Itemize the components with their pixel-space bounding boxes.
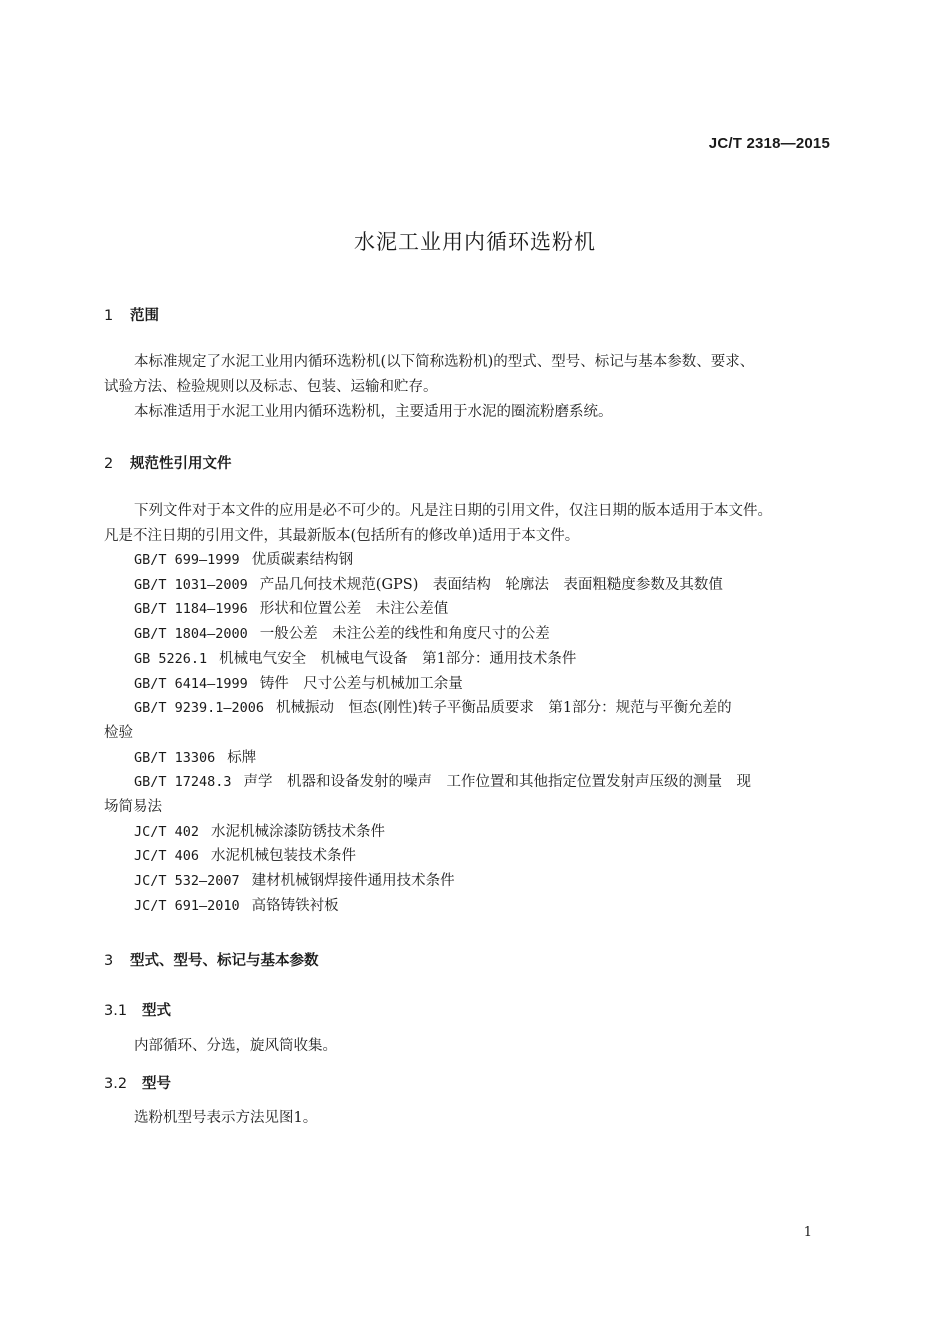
section-1-heading: [104, 304, 159, 325]
section-number: 3.2: [104, 1076, 128, 1092]
reference-item: [104, 770, 828, 819]
section-title: 型号: [142, 1076, 171, 1092]
section-2-heading: [104, 452, 232, 473]
reference-title: 形状和位置公差 未注公差值: [259, 601, 449, 618]
reference-title: 水泥机械涂漆防锈技术条件: [211, 823, 386, 840]
section-number: 1: [104, 308, 114, 324]
section-number: 3: [104, 953, 114, 969]
reference-title: 水泥机械包装技术条件: [211, 848, 357, 865]
section-title: 型式、型号、标记与基本参数: [130, 953, 319, 969]
reference-title: 机械电气安全 机械电气设备 第1部分：通用技术条件: [219, 650, 577, 667]
reference-title: 机械振动 恒态(刚性)转子平衡品质要求 第1部分：规范与平衡允差的: [276, 700, 732, 717]
section-title: 范围: [130, 308, 159, 324]
reference-title: 标牌: [227, 749, 257, 766]
reference-item: [104, 597, 828, 622]
reference-item: [104, 894, 828, 919]
reference-code: GB 5226.1: [134, 650, 208, 667]
section-number: 3.1: [104, 1003, 128, 1019]
reference-code: GB/T 9239.1—2006: [134, 700, 265, 717]
reference-item: [104, 647, 828, 672]
reference-item: [104, 548, 828, 573]
paragraph-line: 选粉机型号表示方法见图1。: [134, 1110, 318, 1126]
section-number: 2: [104, 456, 114, 472]
reference-title: 产品几何技术规范(GPS) 表面结构 轮廓法 表面粗糙度参数及其数值: [259, 576, 723, 593]
standard-number: JC/T 2318—2015: [708, 135, 830, 152]
reference-code: JC/T 691—2010: [134, 897, 240, 914]
reference-title: 声学 机器和设备发射的噪声 工作位置和其他指定位置发射声压级的测量 现: [243, 774, 752, 791]
reference-title: 一般公差 未注公差的线性和角度尺寸的公差: [259, 626, 550, 643]
reference-title: 铸件 尺寸公差与机械加工余量: [259, 675, 463, 692]
section-1-body: [104, 350, 828, 425]
normative-references-list: [104, 548, 828, 919]
reference-title: 高铬铸铁衬板: [251, 897, 339, 914]
section-2-body: [104, 499, 828, 549]
paragraph-line: 凡是不注日期的引用文件，其最新版本(包括所有的修改单)适用于本文件。: [104, 528, 580, 544]
reference-code: JC/T 532—2007: [134, 873, 240, 890]
reference-code: GB/T 17248.3: [134, 774, 232, 791]
reference-item: [104, 746, 828, 771]
document-title: 水泥工业用内循环选粉机: [354, 230, 596, 254]
reference-code: GB/T 6414—1999: [134, 675, 248, 692]
paragraph-line: 本标准适用于水泥工业用内循环选粉机，主要适用于水泥的圈流粉磨系统。: [134, 404, 613, 420]
reference-code: JC/T 402: [134, 823, 200, 840]
paragraph-line: 试验方法、检验规则以及标志、包装、运输和贮存。: [104, 379, 438, 395]
reference-code: JC/T 406: [134, 848, 200, 865]
reference-title: 建材机械钢焊接件通用技术条件: [251, 873, 455, 890]
reference-code: GB/T 699—1999: [134, 552, 240, 568]
paragraph-line: 内部循环、分选，旋风筒收集。: [134, 1038, 337, 1054]
page-number: 1: [803, 1225, 812, 1240]
paragraph-line: 本标准规定了水泥工业用内循环选粉机(以下简称选粉机)的型式、型号、标记与基本参数、要求、: [134, 354, 755, 370]
reference-code: GB/T 1031—2009: [134, 576, 248, 593]
reference-item: [104, 844, 828, 869]
reference-code: GB/T 1184—1996: [134, 601, 248, 618]
paragraph-line: 下列文件对于本文件的应用是必不可少的。凡是注日期的引用文件，仅注日期的版本适用于本文件。: [134, 503, 772, 519]
section-title: 规范性引用文件: [130, 456, 232, 472]
reference-item: [104, 696, 828, 745]
reference-continuation: 检验: [104, 724, 133, 741]
reference-code: GB/T 13306: [134, 749, 216, 766]
reference-code: GB/T 1804—2000: [134, 626, 248, 643]
section-3-1-body: [104, 1034, 828, 1059]
reference-item: [104, 820, 828, 845]
section-3-heading: [104, 949, 319, 970]
section-3-2-heading: [104, 1072, 171, 1093]
reference-item: [104, 869, 828, 894]
reference-continuation: 场简易法: [104, 799, 162, 816]
section-3-1-heading: [104, 999, 171, 1020]
reference-item: [104, 622, 828, 647]
section-3-2-body: [104, 1106, 828, 1131]
reference-item: [104, 672, 828, 697]
reference-item: [104, 573, 828, 598]
section-title: 型式: [142, 1003, 171, 1019]
reference-title: 优质碳素结构钢: [251, 552, 354, 568]
